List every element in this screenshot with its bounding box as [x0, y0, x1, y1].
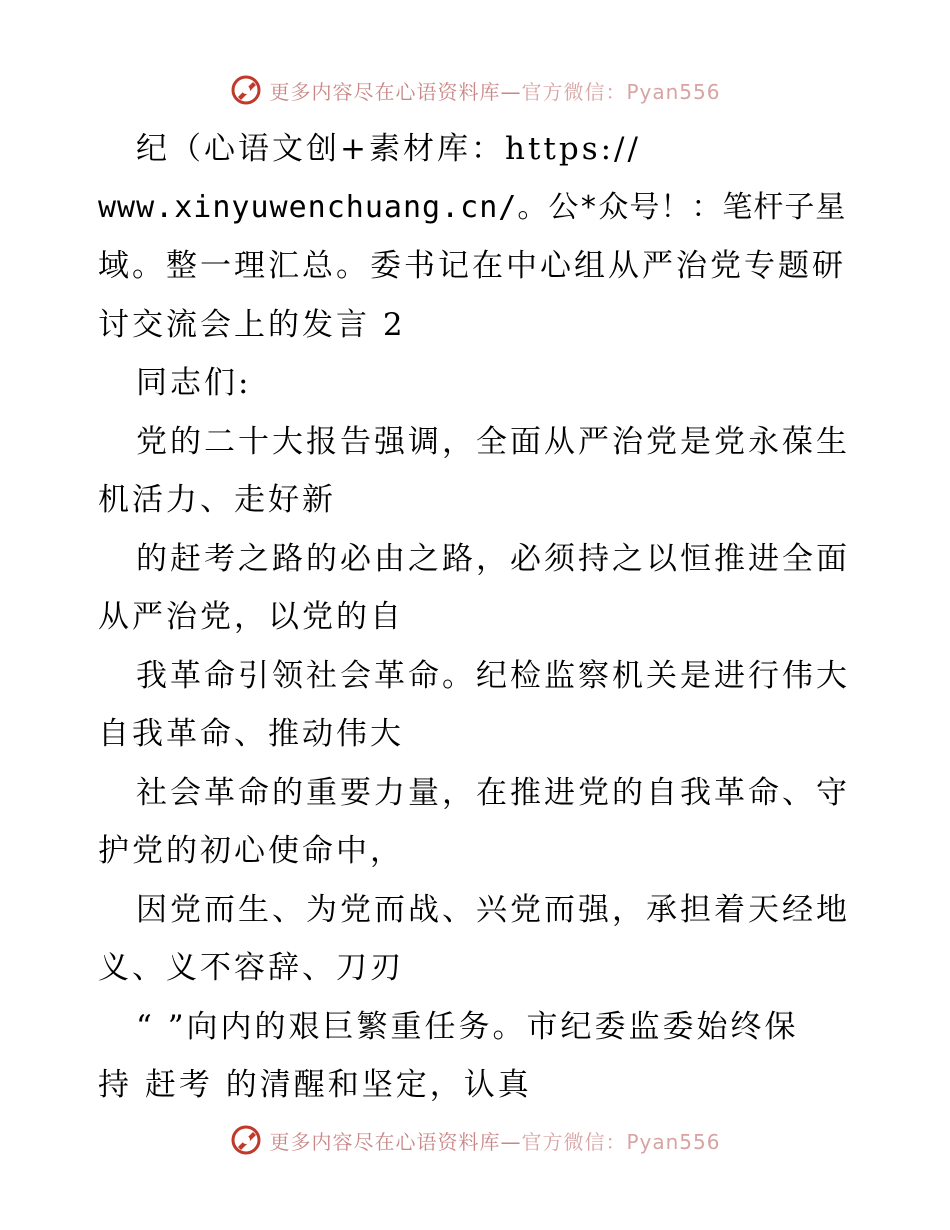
- logo-icon: [229, 1123, 263, 1157]
- header-watermark-banner: [0, 70, 950, 110]
- body-line: 域。整一理汇总。委书记在中心组从严治党专题研: [98, 248, 846, 284]
- body-line: www.xinyuwenchuang.cn/。公*众号！：笔杆子星: [98, 189, 847, 225]
- footer-watermark-main: 更多内容尽在心语资料库—: [269, 1129, 522, 1154]
- logo-icon: [229, 73, 263, 107]
- document-body: [98, 120, 858, 1115]
- body-line: 我革命引领社会革命。纪检监察机关是进行伟大: [136, 657, 850, 694]
- footer-watermark-sub: 官方微信：Pyan556: [521, 1129, 721, 1154]
- body-line: 从严治党，以党的自: [98, 599, 404, 635]
- body-line: 义、义不容辞、刀刃: [98, 950, 404, 986]
- body-line: 讨交流会上的发言 2: [98, 306, 406, 343]
- body-line: 纪（心语文创+素材库：https://: [136, 131, 641, 167]
- body-line: 同志们:: [136, 365, 252, 401]
- body-line: 社会革命的重要力量，在推进党的自我革命、守: [136, 774, 850, 811]
- body-line: “ ”向内的艰巨繁重任务。市纪委监委始终保: [136, 1008, 799, 1045]
- footer-watermark-banner: [0, 1120, 950, 1160]
- body-line: 党的二十大报告强调，全面从严治党是党永葆生: [136, 423, 850, 460]
- footer-watermark-text: [269, 1126, 720, 1155]
- body-line: 护党的初心使命中，: [98, 833, 404, 869]
- header-watermark-sub: 官方微信：Pyan556: [521, 79, 721, 104]
- header-watermark-text: [269, 76, 720, 105]
- body-line: 自我革命、推动伟大: [98, 716, 404, 752]
- body-line: 持 赶考 的清醒和坚定，认真: [98, 1067, 532, 1103]
- header-watermark-main: 更多内容尽在心语资料库—: [269, 79, 522, 104]
- body-line: 因党而生、为党而战、兴党而强，承担着天经地: [136, 891, 850, 928]
- body-line: 的赶考之路的必由之路，必须持之以恒推进全面: [136, 540, 850, 577]
- body-line: 机活力、走好新: [98, 482, 336, 518]
